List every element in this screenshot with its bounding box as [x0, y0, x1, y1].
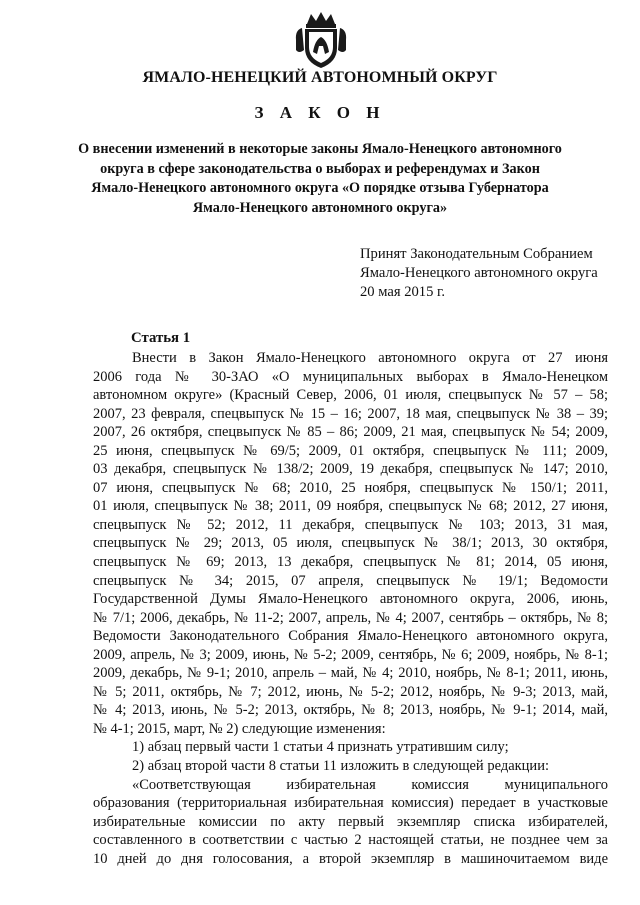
law-title-line: округа в сфере законодательства о выборах и референдумах и Закон	[100, 160, 540, 177]
body-line: спецвыпуск № 52; 2012, 11 декабря, спецвыпуск № 103; 2013, 31 мая,	[93, 516, 608, 533]
body-line: 07 июня, спецвыпуск № 68; 2010, 25 ноября, спецвыпуск № 150/1; 2011,	[93, 479, 608, 496]
region-heading: ЯМАЛО-НЕНЕЦКИЙ АВТОНОМНЫЙ ОКРУГ	[142, 69, 498, 86]
law-title-line: Ямало-Ненецкого автономного округа»	[192, 199, 448, 216]
body-line: Государственной Думы Ямало-Ненецкого автономного округа, 2006, июнь,	[93, 591, 608, 608]
adoption-date: 20 мая 2015 г.	[360, 284, 446, 300]
list-item: 2) абзац второй части 8 статьи 11 изложить в следующей редакции:	[132, 758, 549, 775]
law-title	[70, 140, 570, 218]
law-title-line: Ямало-Ненецкого автономного округа «О порядке отзыва Губернатора	[91, 180, 549, 196]
adoption-line: Ямало-Ненецкого автономного округа	[360, 265, 598, 281]
body-line: автономном округе» (Красный Север, 2006, 01 июля, спецвыпуск № 57 – 58;	[93, 387, 608, 404]
body-line: 2007, 26 октября, спецвыпуск № 85 – 86; 2009, 21 мая, спецвыпуск № 54; 2009,	[93, 424, 608, 441]
body-line: 25 июня, спецвыпуск № 69/5; 2009, 01 октября, спецвыпуск № 111; 2009,	[93, 442, 608, 459]
body-line: № 4-1; 2015, март, № 2) следующие изменения:	[93, 720, 386, 737]
body-line: спецвыпуск № 34; 2015, 07 апреля, спецвыпуск № 19/1; Ведомости	[93, 572, 608, 589]
quote-line: составленного в соответствии с частью 2 настоящей статьи, не позднее чем за	[93, 832, 608, 849]
article-body	[93, 349, 608, 868]
body-line: Внести в Закон Ямало-Ненецкого автономного округа от 27 июня	[132, 350, 608, 366]
body-line: спецвыпуск № 69; 2013, 13 декабря, спецвыпуск № 81; 2014, 05 июня,	[93, 554, 608, 571]
quote-line: «Соответствующая избирательная комиссия муниципального	[132, 776, 608, 793]
document-type-heading: З А К О Н	[254, 103, 386, 122]
quote-line: избирательные комиссии по акту первый экземпляр списка избирателей,	[93, 813, 608, 830]
body-line: спецвыпуск № 29; 2013, 05 июля, спецвыпуск № 38/1; 2013, 30 октября,	[93, 535, 608, 552]
body-line: № 5; 2011, октябрь, № 7; 2012, июнь, № 5-2; 2012, ноябрь, № 9-3; 2013, май,	[93, 683, 608, 700]
body-line: 2006 года № 30-ЗАО «О муниципальных выборах в Ямало-Ненецком	[93, 368, 608, 385]
law-title-line: О внесении изменений в некоторые законы Ямало-Ненецкого автономного	[78, 141, 562, 157]
body-line: 01 июля, спецвыпуск № 38; 2011, 09 ноября, спецвыпуск № 68; 2012, 27 июня,	[93, 498, 608, 515]
adoption-line: Принят Законодательным Собранием	[360, 246, 593, 262]
coat-of-arms-icon	[293, 10, 349, 70]
article-heading: Статья 1	[131, 330, 191, 346]
list-item: 1) абзац первый части 1 статьи 4 признать утратившим силу;	[132, 739, 509, 756]
quote-line: 10 дней до дня голосования, а второй экземпляр в машиночитаемом виде	[93, 850, 608, 867]
quote-line: образования (территориальная избирательная комиссия) передает в участковые	[93, 795, 608, 812]
body-line: Ведомости Законодательного Собрания Ямало-Ненецкого автономного округа,	[93, 628, 608, 645]
body-line: 2009, декабрь, № 9-1; 2010, апрель – май, № 4; 2010, ноябрь, № 8-1; 2011, июнь,	[93, 665, 608, 682]
body-line: 2009, апрель, № 3; 2009, июнь, № 5-2; 2009, сентябрь, № 6; 2009, ноябрь, № 8-1;	[93, 646, 608, 663]
body-line: 2007, 23 февраля, спецвыпуск № 15 – 16; 2007, 18 мая, спецвыпуск № 38 – 39;	[93, 405, 608, 422]
body-line: № 7/1; 2006, декабрь, № 11-2; 2007, апрель, № 4; 2007, сентябрь – октябрь, № 8;	[93, 609, 608, 626]
body-line: 03 декабря, спецвыпуск № 138/2; 2009, 19 декабря, спецвыпуск № 147; 2010,	[93, 461, 608, 478]
adoption-note	[360, 245, 598, 302]
body-line: № 4; 2013, июнь, № 5-2; 2013, октябрь, № 8; 2013, ноябрь, № 9-1; 2014, май,	[93, 702, 608, 719]
